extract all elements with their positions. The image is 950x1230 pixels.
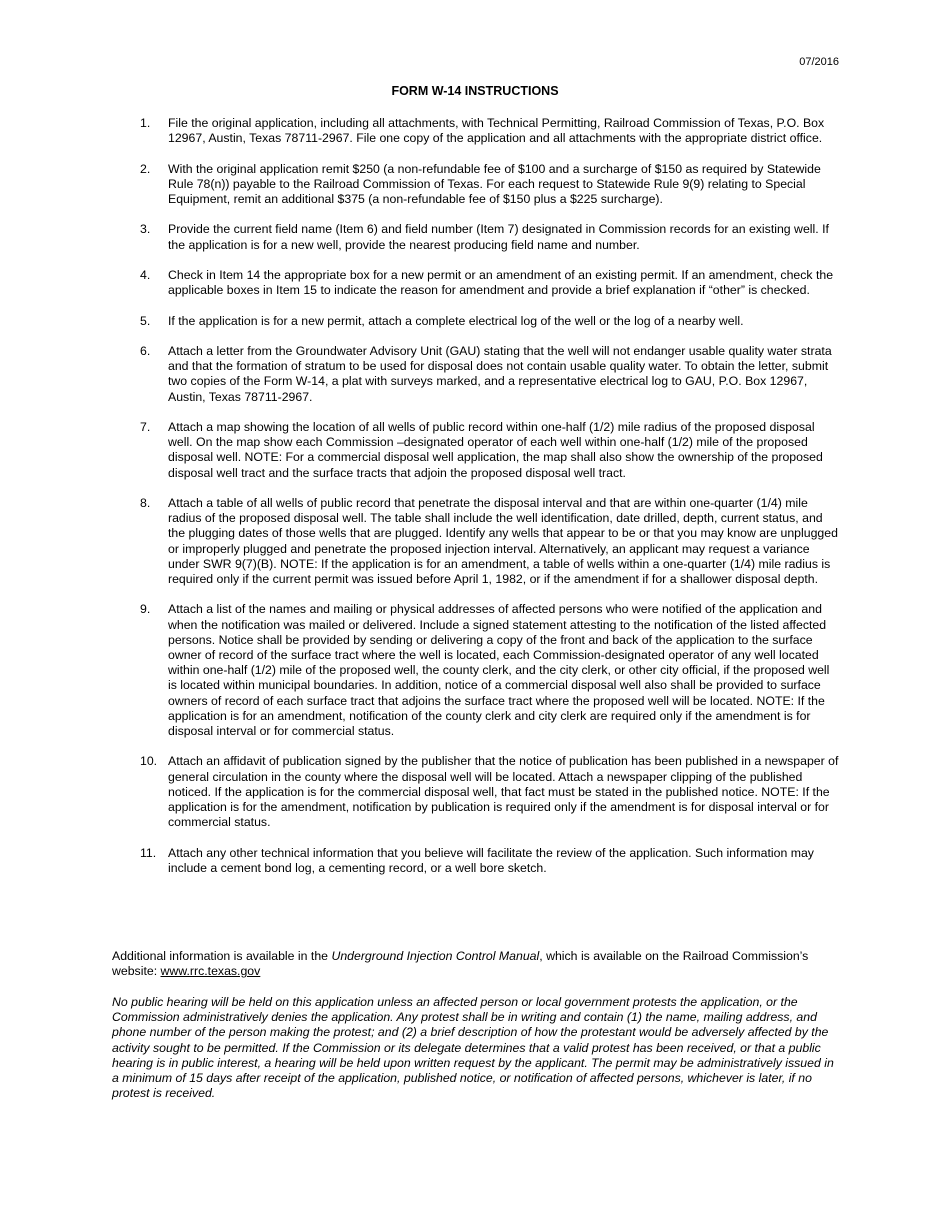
page-title: FORM W-14 INSTRUCTIONS <box>391 84 559 98</box>
instruction-item <box>140 344 840 405</box>
instruction-item <box>140 420 840 481</box>
instructions-list <box>140 116 840 891</box>
instruction-number: 4. <box>140 267 151 282</box>
instruction-item <box>140 268 840 298</box>
instruction-item <box>140 602 840 739</box>
page-date: 07/2016 <box>799 56 839 68</box>
instruction-text: Attach an affidavit of publication signed by the publisher that the notice of publication has been published in a newspaper of general circulation in the county where the disposal well will be located. Attach a newspaper clipping of the published noticed. If the application is for the commercial disposal well, that fact must be stated in the published notice. NOTE: If the application is for the amendment, notification by publication is required only if the amendment is for disposal interval or for commercial status. <box>168 754 839 830</box>
instruction-number: 11. <box>140 845 157 860</box>
additional-info-prefix: Additional information is available in the <box>112 949 332 963</box>
instruction-number: 2. <box>140 161 151 176</box>
instruction-text: Attach a table of all wells of public record that penetrate the disposal interval and that are within one-quarter (1/4) mile radius of the proposed disposal well. The table shall include the well identification, date drilled, depth, current status, and the plugging dates of those wells that are plugged. Identify any wells that appear to be or that you may know are unplugged or improperly plugged and penetrate the proposed injection interval. Alternatively, an applicant may request a variance under SWR 9(7)(B). NOTE: If the application is for an amendment, a table of wells within a one-quarter (1/4) mile radius is required only if the current permit was issued before April 1, 1982, or if the amendment if for a shallower disposal depth. <box>168 495 838 586</box>
instruction-number: 10. <box>140 754 158 769</box>
instruction-number: 3. <box>140 222 151 237</box>
instruction-text: Attach a list of the names and mailing or physical addresses of affected persons who were notified of the application and when the notification was mailed or delivered. Include a signed statement attesting to the notification of the listed affected persons. Notice shall be provided by sending or delivering a copy of the front and back of the application to the surface owner of record of the surface tract where the well is located, each Commission-designated operator of any well located within one-half (1/2) mile of the proposed well, the county clerk, and the city clerk, or other city official, if the proposed well is located within municipal boundaries. In addition, notice of a commercial disposal well also shall be provided to surface owners of record of each surface tract that adjoins the surface tract where the proposed well will be located. NOTE: If the application is for an amendment, notification of the county clerk and city clerk are required only if the amendment is for disposal interval or for commercial status. <box>168 602 830 738</box>
instruction-item <box>140 314 840 329</box>
instruction-text: Attach a letter from the Groundwater Advisory Unit (GAU) stating that the well will not endanger usable quality water strata and that the formation of stratum to be used for disposal does not contain usable quality water. To obtain the letter, submit two copies of the Form W-14, a plat with surveys marked, and a representative electrical log to GAU, P.O. Box 12967, Austin, Texas 78711-2967. <box>168 343 832 404</box>
instruction-text: File the original application, including all attachments, with Technical Permitting, Railroad Commission of Texas, P.O. Box 12967, Austin, Texas 78711-2967. File one copy of the application and all attachments with the appropriate district office. <box>168 116 825 146</box>
instruction-text: If the application is for a new permit, attach a complete electrical log of the well or the log of a nearby well. <box>168 313 744 328</box>
instruction-number: 1. <box>140 116 151 130</box>
instruction-item <box>140 162 840 208</box>
instruction-text: Check in Item 14 the appropriate box for a new permit or an amendment of an existing permit. If an amendment, check the applicable boxes in Item 15 to indicate the reason for amendment and provide a brief explanation if “other” is checked. <box>168 267 834 298</box>
instruction-number: 7. <box>140 419 151 434</box>
instruction-number: 5. <box>140 313 151 328</box>
website-link[interactable]: www.rrc.texas.gov <box>160 964 261 979</box>
instruction-item <box>140 846 840 876</box>
additional-info <box>112 949 812 979</box>
instruction-text: Attach a map showing the location of all wells of public record within one-half (1/2) mile radius of the proposed disposal well. On the map show each Commission –designated operator of each well within one-half (1/2) mile of the proposed disposal well. NOTE: For a commercial disposal well application, the map shall also show the ownership of the proposed disposal well tract and the surface tracts that adjoin the proposed disposal well tract. <box>168 419 823 480</box>
additional-info-middle: , which is available on the Railroad Commission’s website: <box>112 949 809 979</box>
instruction-item <box>140 496 840 587</box>
public-hearing-notice: No public hearing will be held on this application unless an affected person or local government protests the application, or the Commission administratively denies the application. Any protest shall be in writing and contain (1) the name, mailing address, and phone number of the person making the protest; and (2) a brief description of how the protestant would be adversely affected by the activity sought to be permitted. If the Commission or its delegate determines that a valid protest has been received, or that a public hearing is in public interest, a hearing will be held upon written request by the applicant. The permit may be administratively issued in a minimum of 15 days after receipt of the application, published notice, or notification of affected persons, whichever is later, if no protest is received. <box>112 995 834 1101</box>
instruction-item <box>140 116 840 146</box>
manual-title: Underground Injection Control Manual <box>331 949 540 963</box>
instruction-item <box>140 754 840 830</box>
instruction-text: Provide the current field name (Item 6) and field number (Item 7) designated in Commission records for an existing well. If the application is for a new well, provide the nearest producing field name and number. <box>168 222 829 252</box>
instruction-item <box>140 222 840 252</box>
instruction-text: With the original application remit $250 (a non-refundable fee of $100 and a surcharge of $150 as required by Statewide Rule 78(n)) payable to the Railroad Commission of Texas. For each request to Statewide Rule 9(9) relating to Special Equipment, remit an additional $375 (a non-refundable fee of $150 plus a $225 surcharge). <box>168 161 821 206</box>
instruction-number: 6. <box>140 343 151 358</box>
instruction-number: 8. <box>140 495 151 510</box>
instruction-number: 9. <box>140 602 151 617</box>
instruction-text: Attach any other technical information that you believe will facilitate the review of the application. Such information may include a cement bond log, a cementing record, or a well bore sketch. <box>168 845 814 875</box>
